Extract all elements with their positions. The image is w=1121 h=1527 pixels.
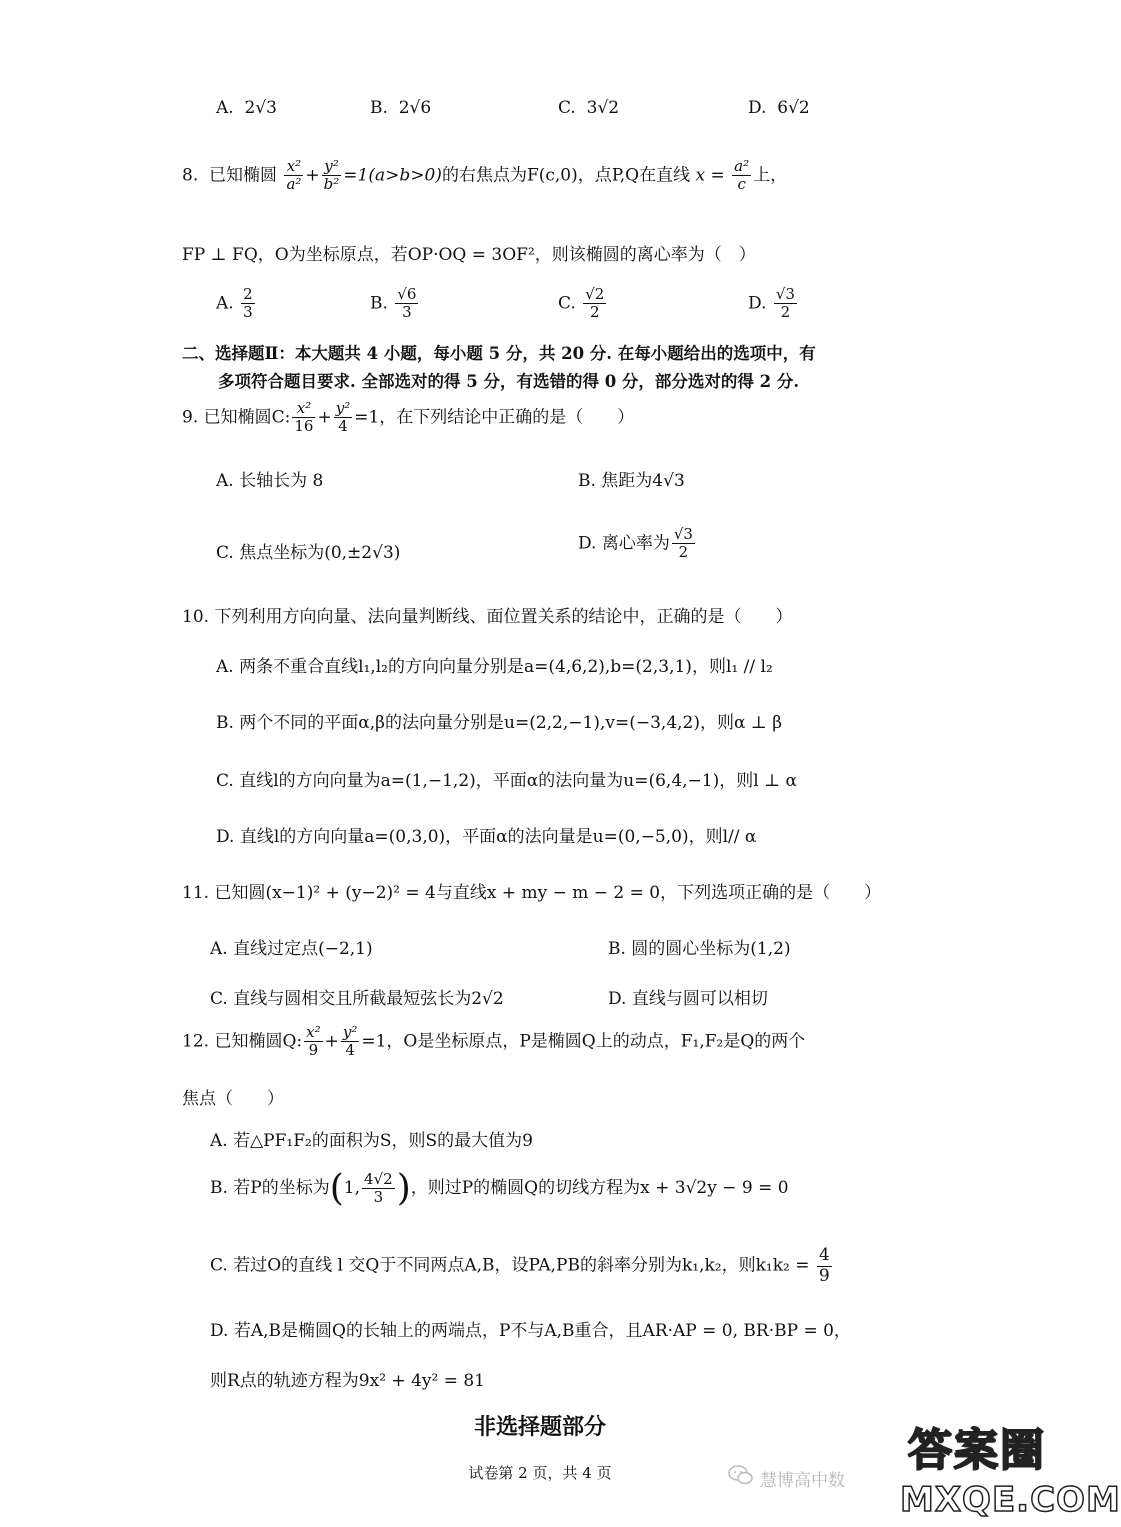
q12-option-d-line2: 则R点的轨迹方程为9x² + 4y² = 81 — [210, 1371, 485, 1391]
q8-stem-line2: FP ⊥ FQ，O为坐标原点，若OP·OQ = 3OF²，则该椭圆的离心率为（ ） — [182, 245, 756, 265]
q12-option-a: A. 若△PF₁F₂的面积为S，则S的最大值为9 — [210, 1131, 533, 1151]
q10-option-b: B. 两个不同的平面α,β的法向量分别是u=(2,2,−1),v=(−3,4,2)，则α ⊥ β — [216, 713, 783, 733]
q9-stem: 9. 已知椭圆C: $\frac{\text{x²}}{16}$ + $\frac{\text{y²}}{4}$ =1，在下列结论中正确的是（ ） — [182, 399, 635, 436]
q11-option-b: B. 圆的圆心坐标为(1,2) — [608, 939, 791, 959]
q7-option-c: C. 3√2 — [558, 98, 620, 118]
q8-option-a: A. $\frac{2}{3}$ — [216, 285, 253, 322]
q8-option-c: C. $\frac{√2}{2}$ — [558, 285, 605, 322]
q12-option-b: B. 若P的坐标为(1, $\frac{4√2}{3}$ )，则过P的椭圆Q的切线方程为x + 3√2y − 9 = 0 — [210, 1168, 789, 1209]
q9-option-d: D. 离心率为 $\frac{√3}{2}$ — [578, 525, 693, 562]
q8-option-b: B. $\frac{√6}{3}$ — [370, 285, 417, 322]
q9-option-c: C. 焦点坐标为(0,±2√3) — [216, 543, 401, 563]
q8-frac-y: $\frac{\text{y²}}{\text{b²}}$ — [323, 157, 340, 194]
q8-stem-line1: 8. 已知椭圆 $\frac{\text{x²}}{\text{a²}}$ + $\frac{\text{y²}}{\text{b²}}$ =1(a>b>0)的右焦点为F(c,0)，点P,Q在直线 x = $\frac{\text{a²}}{c}$ 上， — [182, 157, 788, 194]
q7-option-d-text: 6√2 — [777, 98, 810, 118]
q8-frac-x: $\frac{\text{x²}}{\text{a²}}$ — [286, 157, 302, 194]
q10-stem: 10. 下列利用方向向量、法向量判断线、面位置关系的结论中，正确的是（ ） — [182, 607, 793, 627]
q11-option-d: D. 直线与圆可以相切 — [608, 989, 768, 1009]
watermark-account-name: 慧博高中数 — [760, 1471, 845, 1491]
q8-option-d: D. $\frac{√3}{2}$ — [748, 285, 795, 322]
watermark-logo: 答案圈 MXQE.COM — [900, 1425, 1121, 1520]
q10-option-a: A. 两条不重合直线l₁,l₂的方向向量分别是a=(4,6,2),b=(2,3,1)，则l₁ // l₂ — [216, 657, 773, 677]
q7-option-b-text: 2√6 — [398, 98, 432, 118]
q12-stem-line2: 焦点（ ） — [182, 1089, 284, 1109]
q11-option-c: C. 直线与圆相交且所截最短弦长为2√2 — [210, 989, 504, 1009]
q9-option-a: A. 长轴长为 8 — [216, 471, 324, 491]
q11-option-a: A. 直线过定点(−2,1) — [210, 939, 373, 959]
q12-option-d-line1: D. 若A,B是椭圆Q的长轴上的两端点，P不与A,B重合，且AR·AP = 0, BR·BP = 0， — [210, 1321, 851, 1341]
q7-option-d: D. 6√2 — [748, 98, 810, 118]
q9-option-b: B. 焦距为4√3 — [578, 471, 685, 491]
q8-frac-line: $\frac{\text{a²}}{c}$ — [734, 157, 750, 194]
q12-option-c: C. 若过O的直线 l 交Q于不同两点A,B，设PA,PB的斜率分别为k₁,k₂，则k₁k₂ = $\frac{4}{9}$ — [210, 1245, 830, 1286]
q12-stem: 12. 已知椭圆Q: $\frac{\text{x²}}{9}$ + $\frac{\text{y²}}{4}$ =1，O是坐标原点，P是椭圆Q上的动点，F₁,F₂是Q的两个 — [182, 1023, 806, 1060]
q10-option-d: D. 直线l的方向向量a=(0,3,0)，平面α的法向量是u=(0,−5,0)，则l// α — [216, 827, 757, 847]
page-footer: 试卷第 2 页，共 4 页 — [468, 1464, 612, 1482]
section2-heading-line1: 二、选择题Ⅱ：本大题共 4 小题，每小题 5 分，共 20 分. 在每小题给出的选项中，有 — [182, 344, 816, 363]
q11-stem: 11. 已知圆(x−1)² + (y−2)² = 4与直线x + my − m − 2 = 0，下列选项正确的是（ ） — [182, 883, 882, 903]
wechat-icon — [728, 1464, 754, 1486]
q7-option-b: B. 2√6 — [370, 98, 432, 118]
q7-option-c-text: 3√2 — [586, 98, 620, 118]
section-title: 非选择题部分 — [473, 1414, 606, 1440]
q10-option-c: C. 直线l的方向向量为a=(1,−1,2)，平面α的法向量为u=(6,4,−1)，则l ⊥ α — [216, 771, 797, 791]
q7-option-a: A. 2√3 — [216, 98, 277, 118]
q7-option-a-text: 2√3 — [244, 98, 277, 118]
section2-heading-line2: 多项符合题目要求. 全部选对的得 5 分，有选错的得 0 分，部分选对的得 2 分. — [218, 372, 800, 391]
